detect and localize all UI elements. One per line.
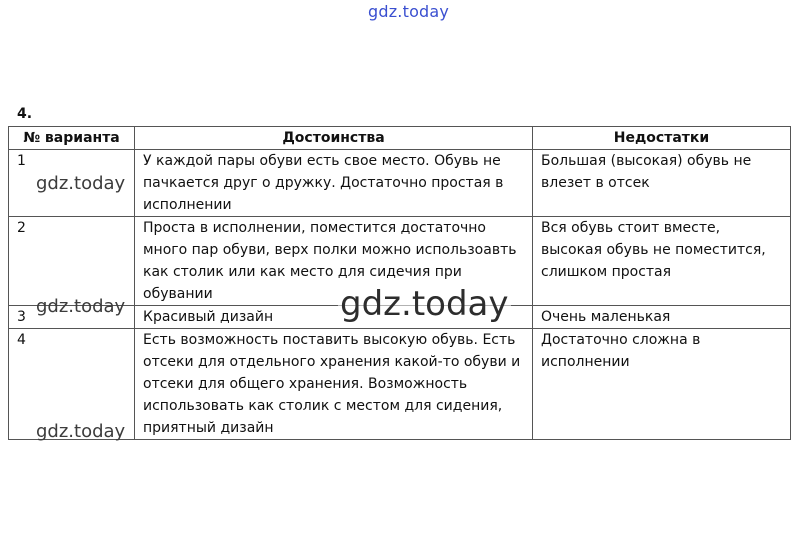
watermark-side-1: gdz.today [36,173,126,194]
comparison-table [8,126,791,440]
variant-cell: 1 [9,150,135,217]
advantages-cell: Есть возможность поставить высокую обувь. Есть отсеки для отдельного хранения какой-то обуви и отсеки для общего хранения. Возможность использовать как столик с местом для сидения, приятный дизайн [135,329,533,440]
task-number: 4. [17,106,33,122]
advantages-cell: У каждой пары обуви есть свое место. Обувь не пачкается друг о дружку. Достаточно простая в исполнении [135,150,533,217]
disadvantages-cell: Вся обувь стоит вместе, высокая обувь не поместится, слишком простая [533,217,791,306]
header-disadvantages: Недостатки [533,127,791,150]
disadvantages-cell: Большая (высокая) обувь не влезет в отсек [533,150,791,217]
disadvantages-cell: Достаточно сложна в исполнении [533,329,791,440]
watermark-top: gdz.today [368,2,450,21]
watermark-side-3: gdz.today [36,421,126,442]
header-advantages: Достоинства [135,127,533,150]
disadvantages-cell: Очень маленькая [533,306,791,329]
table-header-row [9,127,791,150]
advantages-cell: Проста в исполнении, поместится достаточно много пар обуви, верх полки можно использоавть как столик или как место для сидечия при обувании [135,217,533,306]
watermark-side-2: gdz.today [36,296,126,317]
variant-cell: 2 [9,217,135,306]
header-variant: № варианта [9,127,135,150]
advantages-cell: Красивый дизайн [135,306,533,329]
watermark-center: gdz.today [340,284,509,324]
table-row [9,329,791,440]
variant-cell: 3 [9,306,135,329]
variant-cell: 4 [9,329,135,440]
table-row [9,150,791,217]
